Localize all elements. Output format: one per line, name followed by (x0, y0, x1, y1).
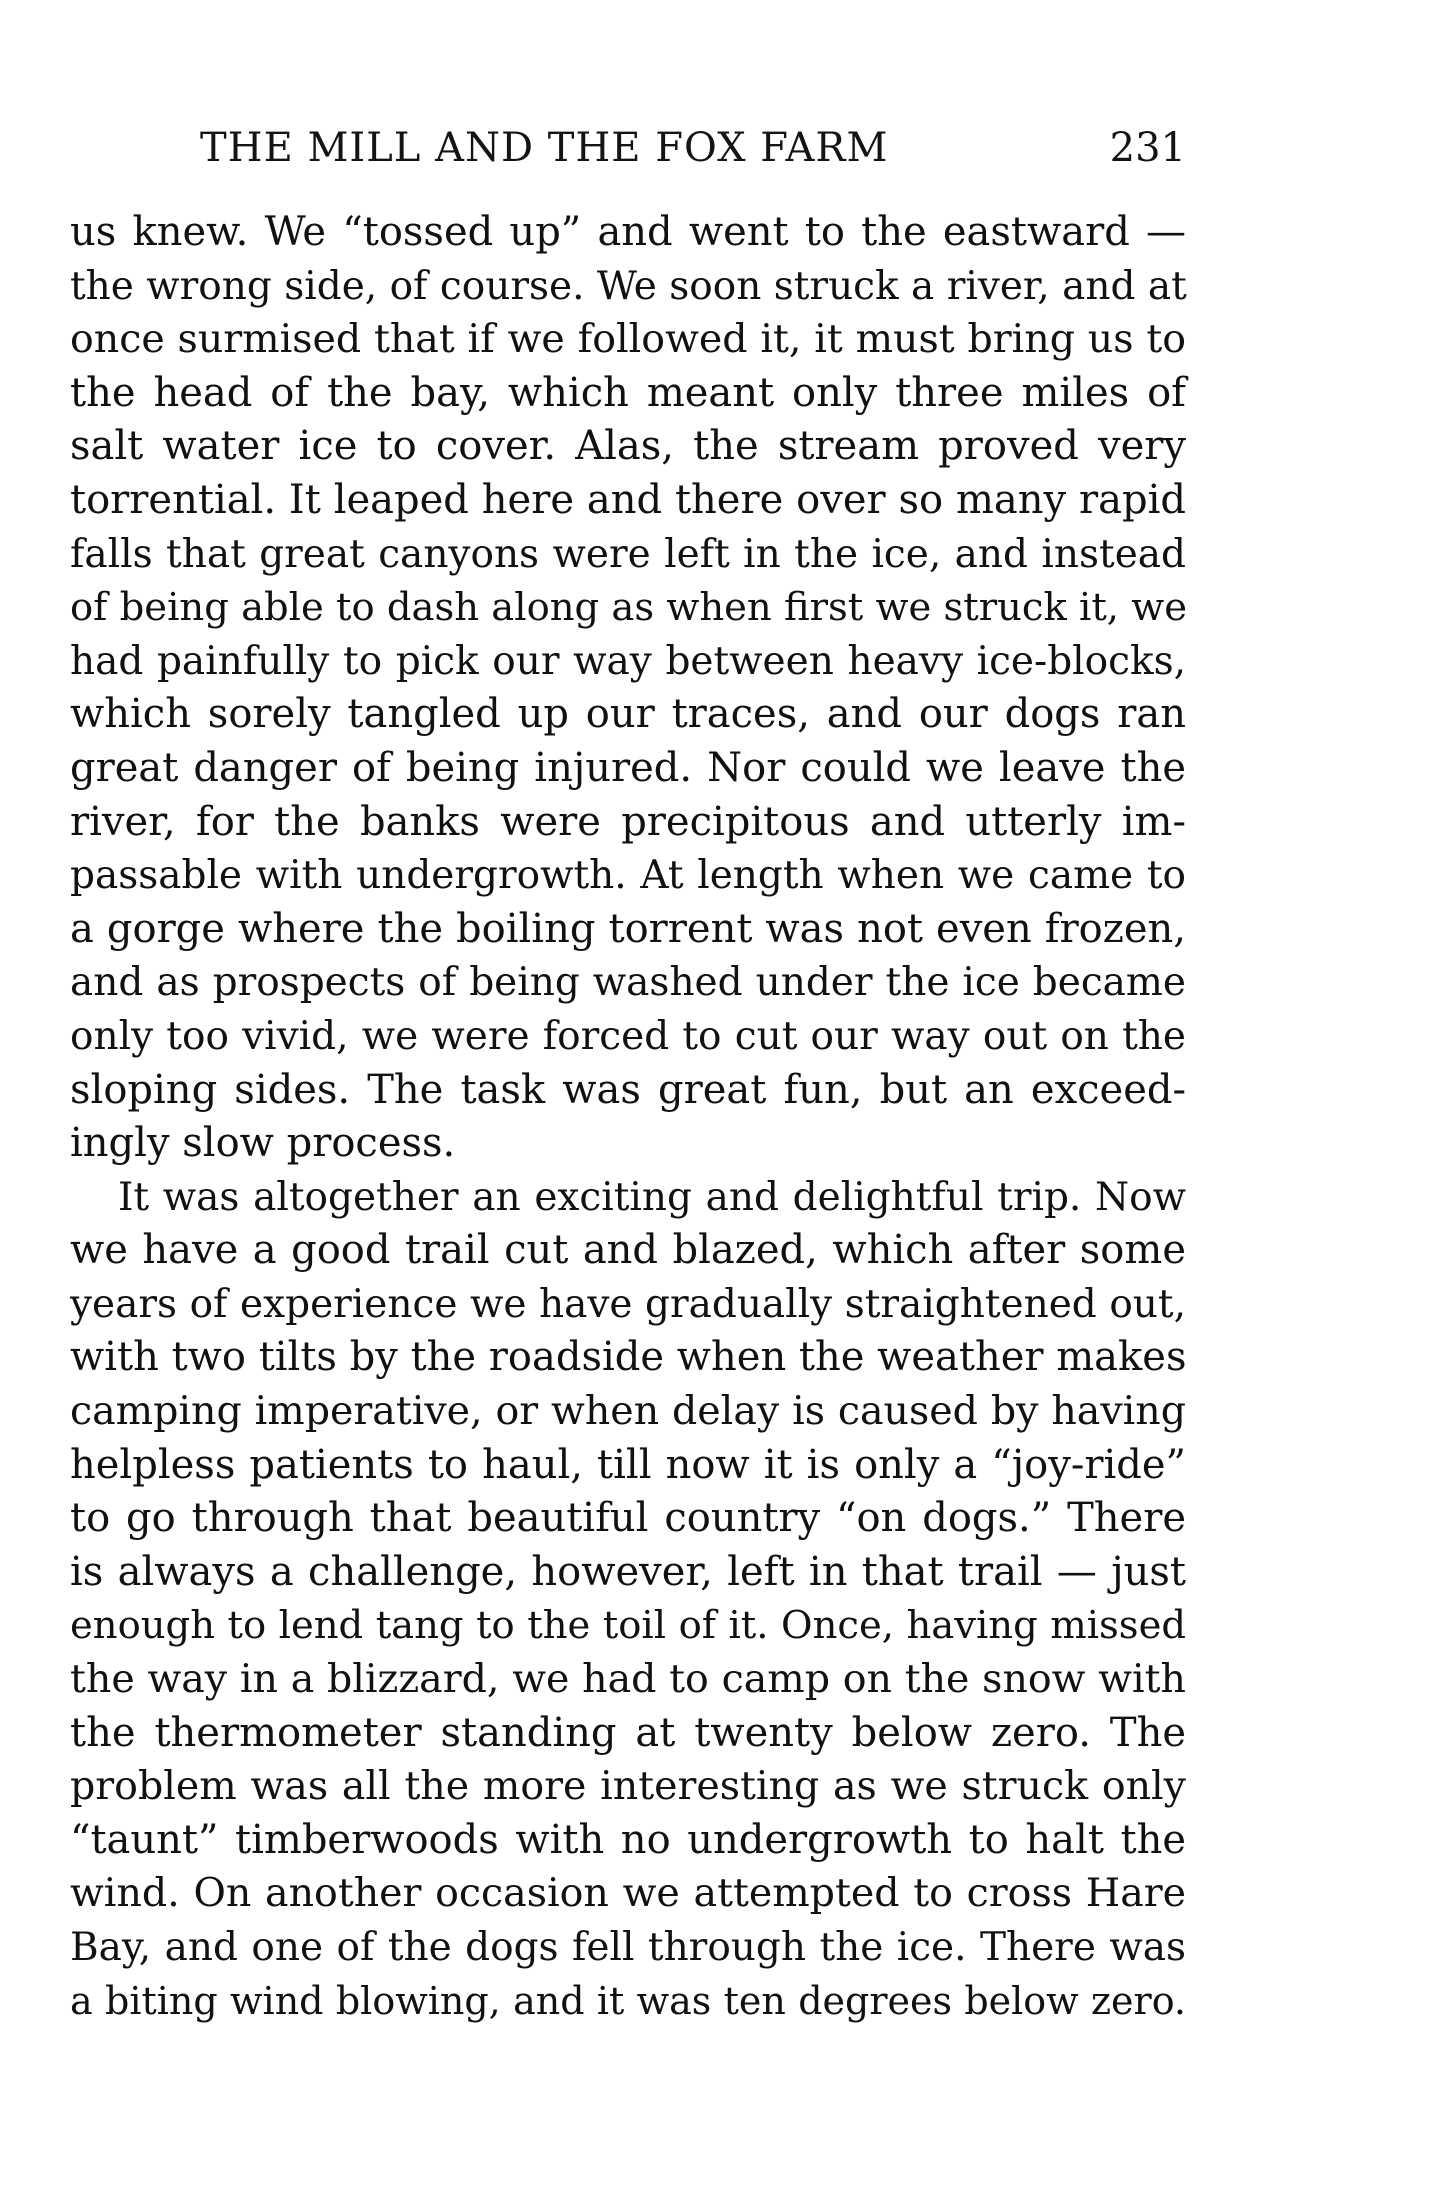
body-text (70, 206, 1186, 2028)
text-line: camping imperative, or when delay is caused by having (70, 1388, 1186, 1435)
text-line: and as prospects of being washed under the ice became (70, 960, 1186, 1006)
text-line: once surmised that if we followed it, it must bring us to (70, 316, 1186, 363)
text-line: wind. On another occasion we attempted to cross Hare (70, 1870, 1186, 1917)
text-line: only too vivid, we were forced to cut our way out on the (70, 1013, 1186, 1059)
text-line: “taunt” timberwoods with no undergrowth to halt the (70, 1816, 1186, 1863)
text-line: problem was all the more interesting as we struck only (70, 1763, 1186, 1810)
text-line: we have a good trail cut and blazed, which after some (70, 1227, 1186, 1274)
text-line: the head of the bay, which meant only three miles of (70, 369, 1186, 416)
text-line: a gorge where the boiling torrent was not even frozen, (70, 905, 1186, 952)
text-line: the thermometer standing at twenty below zero. The (70, 1709, 1186, 1756)
page-number: 231 (1109, 125, 1186, 171)
text-line: to go through that beautiful country “on dogs.” There (70, 1495, 1186, 1542)
text-line: torrential. It leaped here and there over so many rapid (70, 476, 1186, 523)
text-line: helpless patients to haul, till now it is only a “joy-ride” (70, 1441, 1186, 1488)
text-line: the way in a blizzard, we had to camp on the snow with (70, 1656, 1186, 1703)
text-line: is always a challenge, however, left in that trail — just (70, 1548, 1186, 1595)
text-line: ingly slow process. (70, 1120, 456, 1167)
running-head: THE MILL AND THE FOX FARM (200, 125, 889, 171)
text-line: had painfully to pick our way between heavy ice-blocks, (70, 638, 1186, 684)
paragraph-first-line: It was altogether an exciting and delightful trip. Now (118, 1174, 1186, 1220)
text-line: river, for the banks were precipitous and utterly im- (70, 798, 1186, 845)
text-line: Bay, and one of the dogs fell through the ice. There was (70, 1925, 1186, 1970)
text-line: salt water ice to cover. Alas, the stream proved very (70, 423, 1186, 470)
page-header (70, 118, 1186, 178)
text-line: with two tilts by the roadside when the weather makes (70, 1334, 1187, 1381)
text-line: the wrong side, of course. We soon struck a river, and at (70, 263, 1187, 309)
text-line: a biting wind blowing, and it was ten degrees below zero. (70, 1978, 1186, 2023)
text-line: sloping sides. The task was great fun, but an exceed- (70, 1066, 1186, 1113)
text-line: enough to lend tang to the toil of it. Once, having missed (70, 1603, 1186, 1649)
text-line: falls that great canyons were left in the ice, and instead (70, 531, 1186, 577)
text-line: passable with undergrowth. At length when we came to (70, 853, 1186, 899)
text-line: of being able to dash along as when first we struck it, we (70, 585, 1188, 631)
text-line: great danger of being injured. Nor could we leave the (70, 744, 1186, 791)
text-line: years of experience we have gradually straightened out, (70, 1281, 1186, 1327)
text-line: us knew. We “tossed up” and went to the eastward — (70, 209, 1186, 255)
text-line: which sorely tangled up our traces, and our dogs ran (70, 691, 1186, 738)
